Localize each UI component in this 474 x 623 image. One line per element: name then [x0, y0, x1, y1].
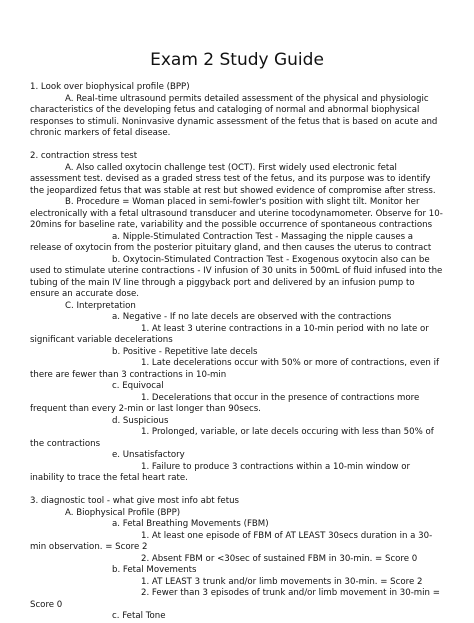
- section-2-item-c-d: d. Suspicious: [112, 415, 169, 426]
- section-3-item-a-b-2: 2. Fewer than 3 episodes of trunk and/or limb movement in 30-min = Score 0: [30, 588, 440, 610]
- section-3-item-a-c: c. Fetal Tone: [112, 611, 166, 621]
- section-2-item-b-b: b. Oxytocin-Stimulated Contraction Test - Exogenous oxytocin also can be used to stimulate uterine contractions - IV infusion of 30 units in 500mL of fluid infused into the tubing of the main IV line through a piggyback port and delivered by an infusion pump to ensure an accurate dose.: [30, 254, 443, 299]
- section-3-item-a-b: b. Fetal Movements: [112, 565, 197, 575]
- section-1-heading: 1. Look over biophysical profile (BPP): [30, 82, 190, 92]
- section-1-item-a: A. Real-time ultrasound permits detailed assessment of the physical and physiologic characteristics of the developing fetus and cataloging of normal and abnormal biophysical responses to stimuli. Noninvasive dynamic assessment of the fetus that is based on acute and chronic markers of fetal disease.: [30, 93, 438, 138]
- section-2-item-c-b: b. Positive - Repetitive late decels: [112, 346, 258, 357]
- section-2-item-c-a-1: 1. At least 3 uterine contractions in a 10-min period with no late or significant variable decelerations: [30, 323, 429, 345]
- section-3-item-a-a-2: 2. Absent FBM or <30sec of sustained FBM in 30-min. = Score 0: [141, 553, 418, 564]
- section-3-heading: 3. diagnostic tool - what give most info abt fetus: [30, 496, 240, 506]
- section-2-item-c: C. Interpretation: [65, 300, 136, 311]
- section-2-item-c-d-1: 1. Prolonged, variable, or late decels occuring with less than 50% of the contractions: [30, 427, 434, 449]
- section-3-item-a-a-1: 1. At least one episode of FBM of AT LEAST 30secs duration in a 30-min observation. = Score 2: [30, 530, 433, 552]
- page-title: Exam 2 Study Guide: [150, 50, 324, 70]
- section-2-item-c-b-1: 1. Late decelerations occur with 50% or more of contractions, even if there are fewer than 3 contractions in 10-min: [30, 358, 439, 380]
- spacer: [30, 485, 444, 497]
- section-2-item-c-c-1: 1. Decelerations that occur in the presence of contractions more frequent than every 2-min or last longer than 90secs.: [30, 392, 420, 414]
- section-2-item-c-c: c. Equivocal: [112, 381, 164, 391]
- section-2-item-b-a: a. Nipple-Stimulated Contraction Test - Massaging the nipple causes a release of oxytocin from the posterior pituitary gland, and then causes the uterus to contract: [30, 231, 432, 253]
- section-2-item-c-a: a. Negative - If no late decels are observed with the contractions: [112, 312, 392, 322]
- section-2-item-a: A. Also called oxytocin challenge test (OCT). First widely used electronic fetal assessment test. devised as a graded stress test of the fetus, and its purpose was to identify the jeopardized fetus that was stable at rest but showed evidence of compromise after stress.: [30, 162, 436, 196]
- section-3-item-a-a: a. Fetal Breathing Movements (FBM): [112, 519, 269, 529]
- section-2-heading: 2. contraction stress test: [30, 151, 138, 161]
- section-3-item-a: A. Biophysical Profile (BPP): [65, 507, 181, 518]
- section-3-item-a-b-1: 1. AT LEAST 3 trunk and/or limb movements in 30-min. = Score 2: [141, 576, 423, 587]
- section-2-item-b: B. Procedure = Woman placed in semi-fowler's position with slight tilt. Monitor her electronically with a fetal ultrasound transducer and uterine tocodynamometer. Observe for 10-20mins for baseline rate, variability and the possible occurrence of spontaneous contractions: [30, 197, 443, 230]
- spacer: [30, 140, 444, 152]
- section-2-item-c-e-1: 1. Failure to produce 3 contractions within a 10-min window or inability to trace the fetal heart rate.: [30, 461, 411, 483]
- section-2-item-c-e: e. Unsatisfactory: [112, 450, 185, 460]
